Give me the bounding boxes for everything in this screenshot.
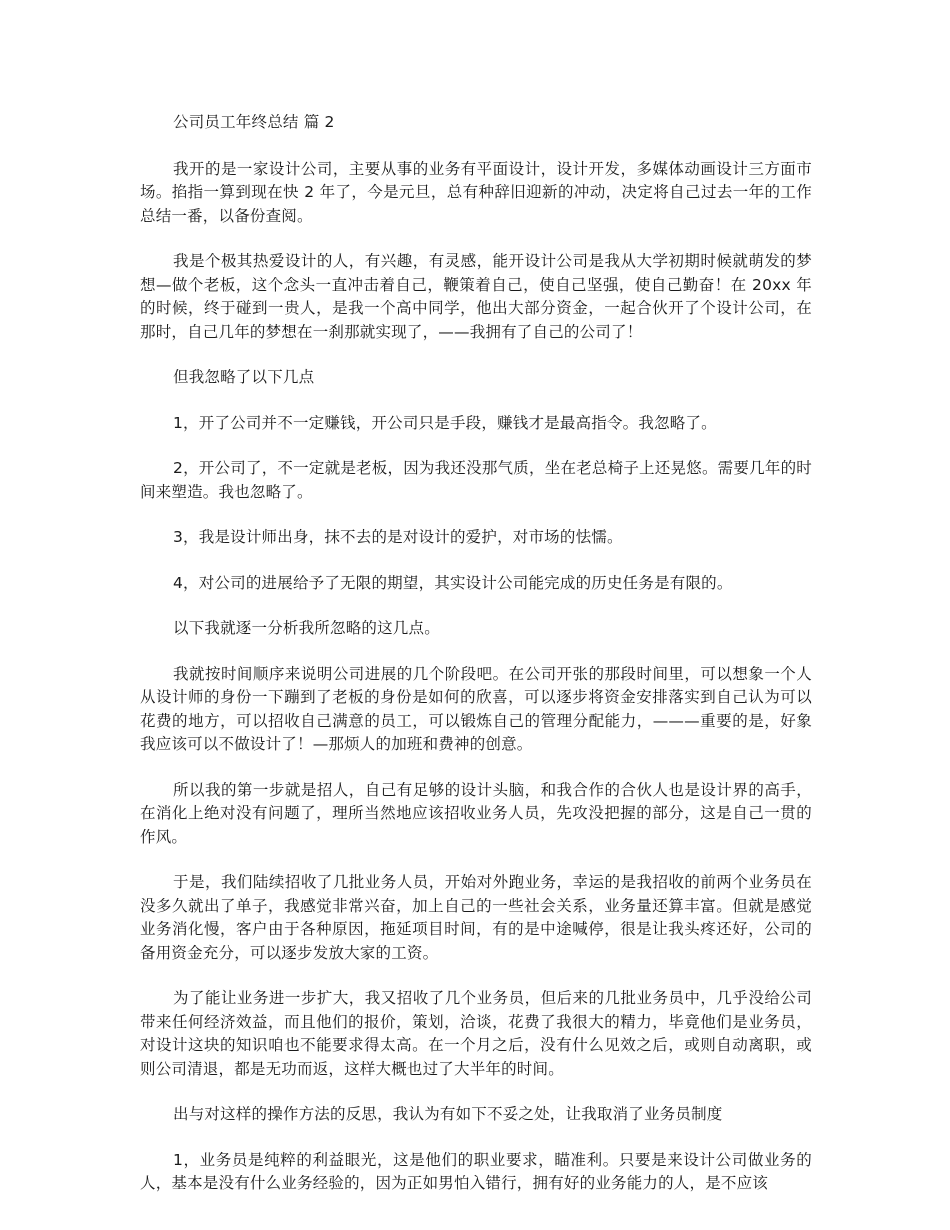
paragraph-overlooked-heading: 但我忽略了以下几点 <box>173 368 315 386</box>
paragraph-intro: 我开的是一家设计公司，主要从事的业务有平面设计，设计开发，多媒体动画设计三方面市场。掐指一算到现在快 2 年了，今是元旦，总有种辞旧迎新的冲动，决定将自己过去一年的工作总结一番，以备份查阅。 <box>140 159 812 225</box>
paragraph-reflection-point-1: 1，业务员是纯粹的利益眼光，这是他们的职业要求，瞄准利。只要是来设计公司做业务的人，基本是没有什么业务经验的，因为正如男怕入错行，拥有好的业务能力的人，是不应该 <box>140 1150 812 1192</box>
paragraph-point-2: 2，开公司了，不一定就是老板，因为我还没那气质，坐在老总椅子上还晃悠。需要几年的时间来塑造。我也忽略了。 <box>140 459 812 501</box>
paragraph-point-3: 3，我是设计师出身，抹不去的是对设计的爱护，对市场的怯懦。 <box>173 528 623 546</box>
paragraph-reflection: 出与对这样的操作方法的反思，我认为有如下不妥之处，让我取消了业务员制度 <box>173 1105 723 1123</box>
paragraph-hiring: 所以我的第一步就是招人，自己有足够的设计头脑，和我合作的合伙人也是设计界的高手，在消化上绝对没有问题了，理所当然地应该招收业务人员，先攻没把握的部分，这是自己一贯的作风。 <box>140 780 812 846</box>
document-body <box>140 111 812 1218</box>
paragraph-dream: 我是个极其热爱设计的人，有兴趣，有灵感，能开设计公司是我从大学初期时候就萌发的梦想—做个老板，这个念头一直冲击着自己，鞭策着自己，使自己坚强，使自己勤奋！在 20xx 年的时候，终于碰到一贵人，是我一个高中同学，他出大部分资金，一起合伙开了个设计公司，在那时，自己几年的梦想在一刹那就实现了，——我拥有了自己的公司了！ <box>140 252 812 341</box>
paragraph-point-4: 4，对公司的进展给予了无限的期望，其实设计公司能完成的历史任务是有限的。 <box>173 573 733 592</box>
document-title: 公司员工年终总结 篇 2 <box>173 113 335 131</box>
paragraph-stages: 我就按时间顺序来说明公司进展的几个阶段吧。在公司开张的那段时间里，可以想象一个人从设计师的身份一下蹦到了老板的身份是如何的欣喜，可以逐步将资金安排落实到自己认为可以花费的地方，可以招收自己满意的员工，可以锻炼自己的管理分配能力，———重要的是，好象我应该可以不做设计了！—那烦人的加班和费神的创意。 <box>140 664 812 753</box>
paragraph-analysis-intro: 以下我就逐一分析我所忽略的这几点。 <box>173 619 440 637</box>
paragraph-expansion: 为了能让业务进一步扩大，我又招收了几个业务员，但后来的几批业务员中，几乎没给公司带来任何经济效益，而且他们的报价，策划，洽谈，花费了我很大的精力，毕竟他们是业务员，对设计这块的知识咱也不能要求得太高。在一个月之后，没有什么见效之后，或则自动离职，或则公司清退，都是无功而返，这样大概也过了大半年的时间。 <box>140 989 812 1078</box>
paragraph-sales-staff: 于是，我们陆续招收了几批业务人员，开始对外跑业务，幸运的是我招收的前两个业务员在没多久就出了单子，我感觉非常兴奋，加上自己的一些社会关系，业务量还算丰富。但就是感觉业务消化慢，客户由于各种原因，拖延项目时间，有的是中途喊停，很是让我头疼还好，公司的备用资金充分，可以逐步发放大家的工资。 <box>140 873 812 962</box>
paragraph-point-1: 1，开了公司并不一定赚钱，开公司只是手段，赚钱才是最高指令。我忽略了。 <box>173 413 717 432</box>
